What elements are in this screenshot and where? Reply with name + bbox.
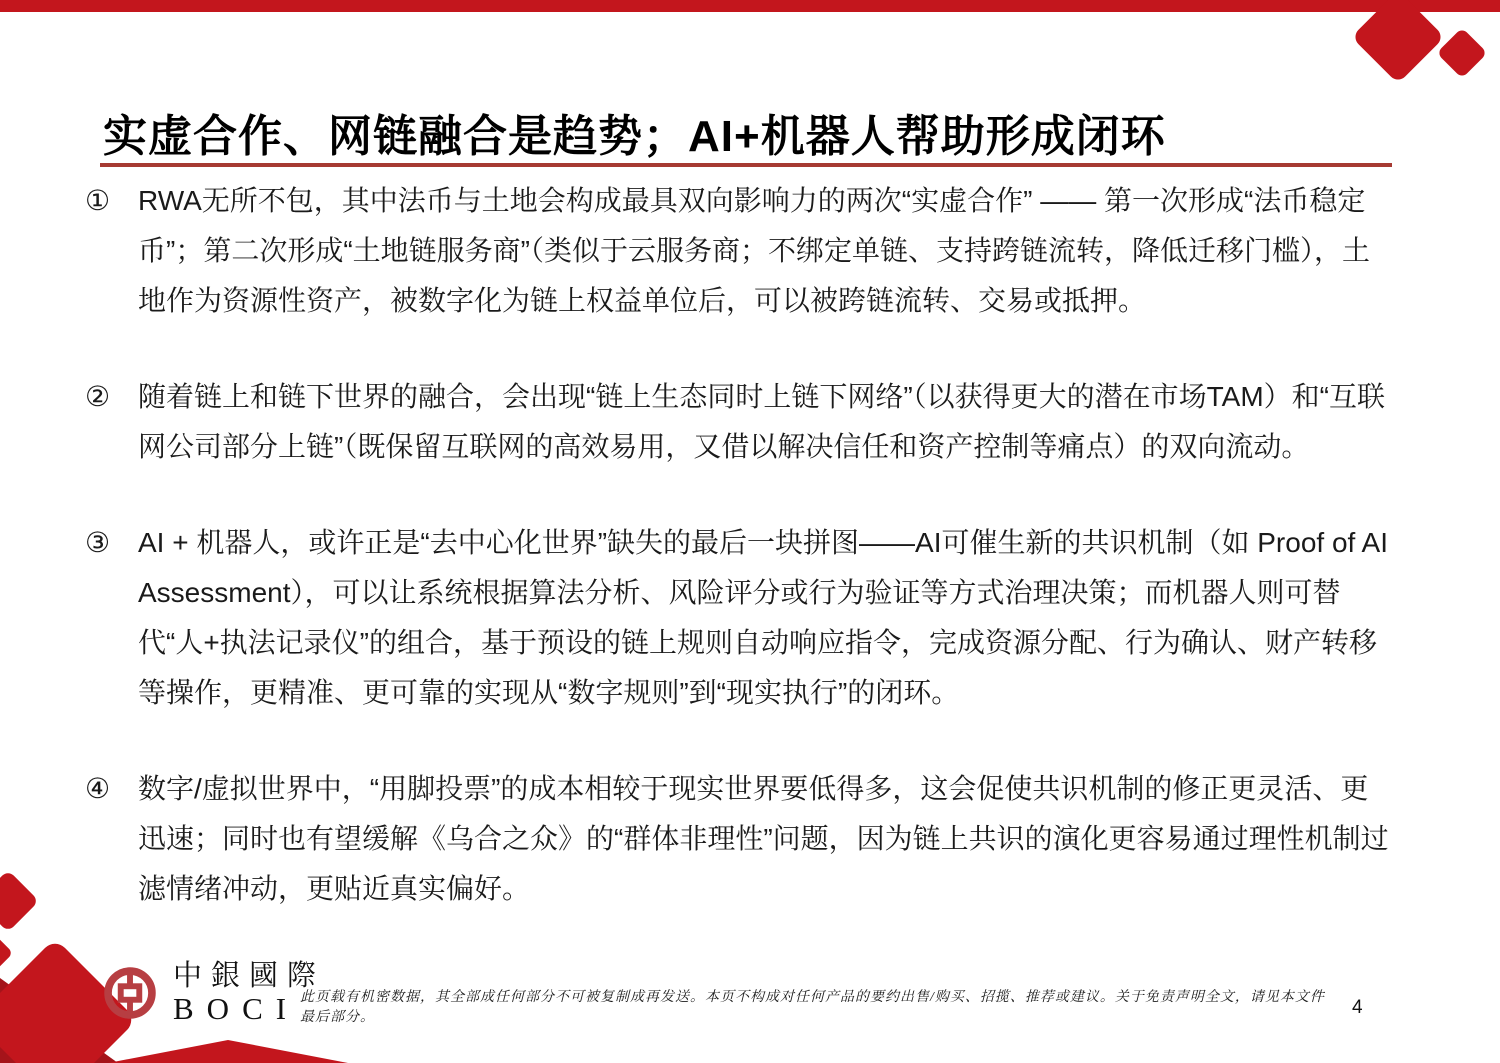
top-red-bar	[0, 0, 1500, 12]
deco-diamond-bottom-left-small	[0, 870, 39, 932]
bullet-text: RWA无所不包，其中法币与土地会构成最具双向影响力的两次“实虚合作” —— 第一次形成“法币稳定币”；第二次形成“土地链服务商”（类似于云服务商；不绑定单链、支持跨链流转，降低迁移门槛），土地作为资源性资产，被数字化为链上权益单位后，可以被跨链流转、交易或抵押。	[138, 185, 1370, 316]
slide-body	[85, 176, 1395, 960]
bullet-text: 数字/虚拟世界中，“用脚投票”的成本相较于现实世界要低得多，这会促使共识机制的修正更灵活、更迅速；同时也有望缓解《乌合之众》的“群体非理性”问题，因为链上共识的演化更容易通过理性机制过滤情绪冲动，更贴近真实偏好。	[138, 773, 1389, 904]
deco-diamond-bottom-left-tiny	[0, 932, 13, 974]
deco-diamond-top-right-large	[1351, 0, 1444, 84]
bullet-number: ①	[85, 185, 111, 216]
bullet-number: ④	[85, 773, 111, 804]
bullet-number: ③	[85, 527, 111, 558]
footer-disclaimer: 此页载有机密数据，其全部成任何部分不可被复制成再发送。本页不构成对任何产品的要约出售/购买、招揽、推荐或建议。关于免责声明全文，请见本文件最后部分。	[300, 990, 1325, 1025]
bullet-item-1	[85, 176, 1395, 326]
deco-band-bottom	[108, 1040, 348, 1063]
slide-title: 实虚合作、网链融合是趋势；AI+机器人帮助形成闭环	[103, 112, 1166, 161]
boci-logo-english: BOCI	[173, 991, 300, 1026]
page-number: 4	[1352, 997, 1363, 1018]
bullet-item-3	[85, 518, 1395, 718]
bullet-item-2	[85, 372, 1395, 472]
bullet-text: 随着链上和链下世界的融合，会出现“链上生态同时上链下网络”（以获得更大的潜在市场TAM）和“互联网公司部分上链”（既保留互联网的高效易用，又借以解决信任和资产控制等痛点）的双向流动。	[138, 381, 1386, 462]
bullet-item-4	[85, 764, 1395, 914]
title-underline	[100, 163, 1392, 167]
boci-emblem-icon	[103, 966, 157, 1020]
boci-logo-chinese: 中銀國際	[173, 960, 326, 992]
bullet-number: ②	[85, 381, 111, 412]
bullet-text: AI + 机器人，或许正是“去中心化世界”缺失的最后一块拼图——AI可催生新的共识机制（如 Proof of AI Assessment），可以让系统根据算法分析、风险评分或行为验证等方式治理决策；而机器人则可替代“人+执法记录仪”的组合，基于预设的链上规则自动响应指令，完成资源分配、行为确认、财产转移等操作，更精准、更可靠的实现从“数字规则”到“现实执行”的闭环。	[138, 527, 1388, 708]
deco-diamond-top-right-small	[1437, 28, 1488, 79]
boci-logo	[103, 962, 325, 1024]
